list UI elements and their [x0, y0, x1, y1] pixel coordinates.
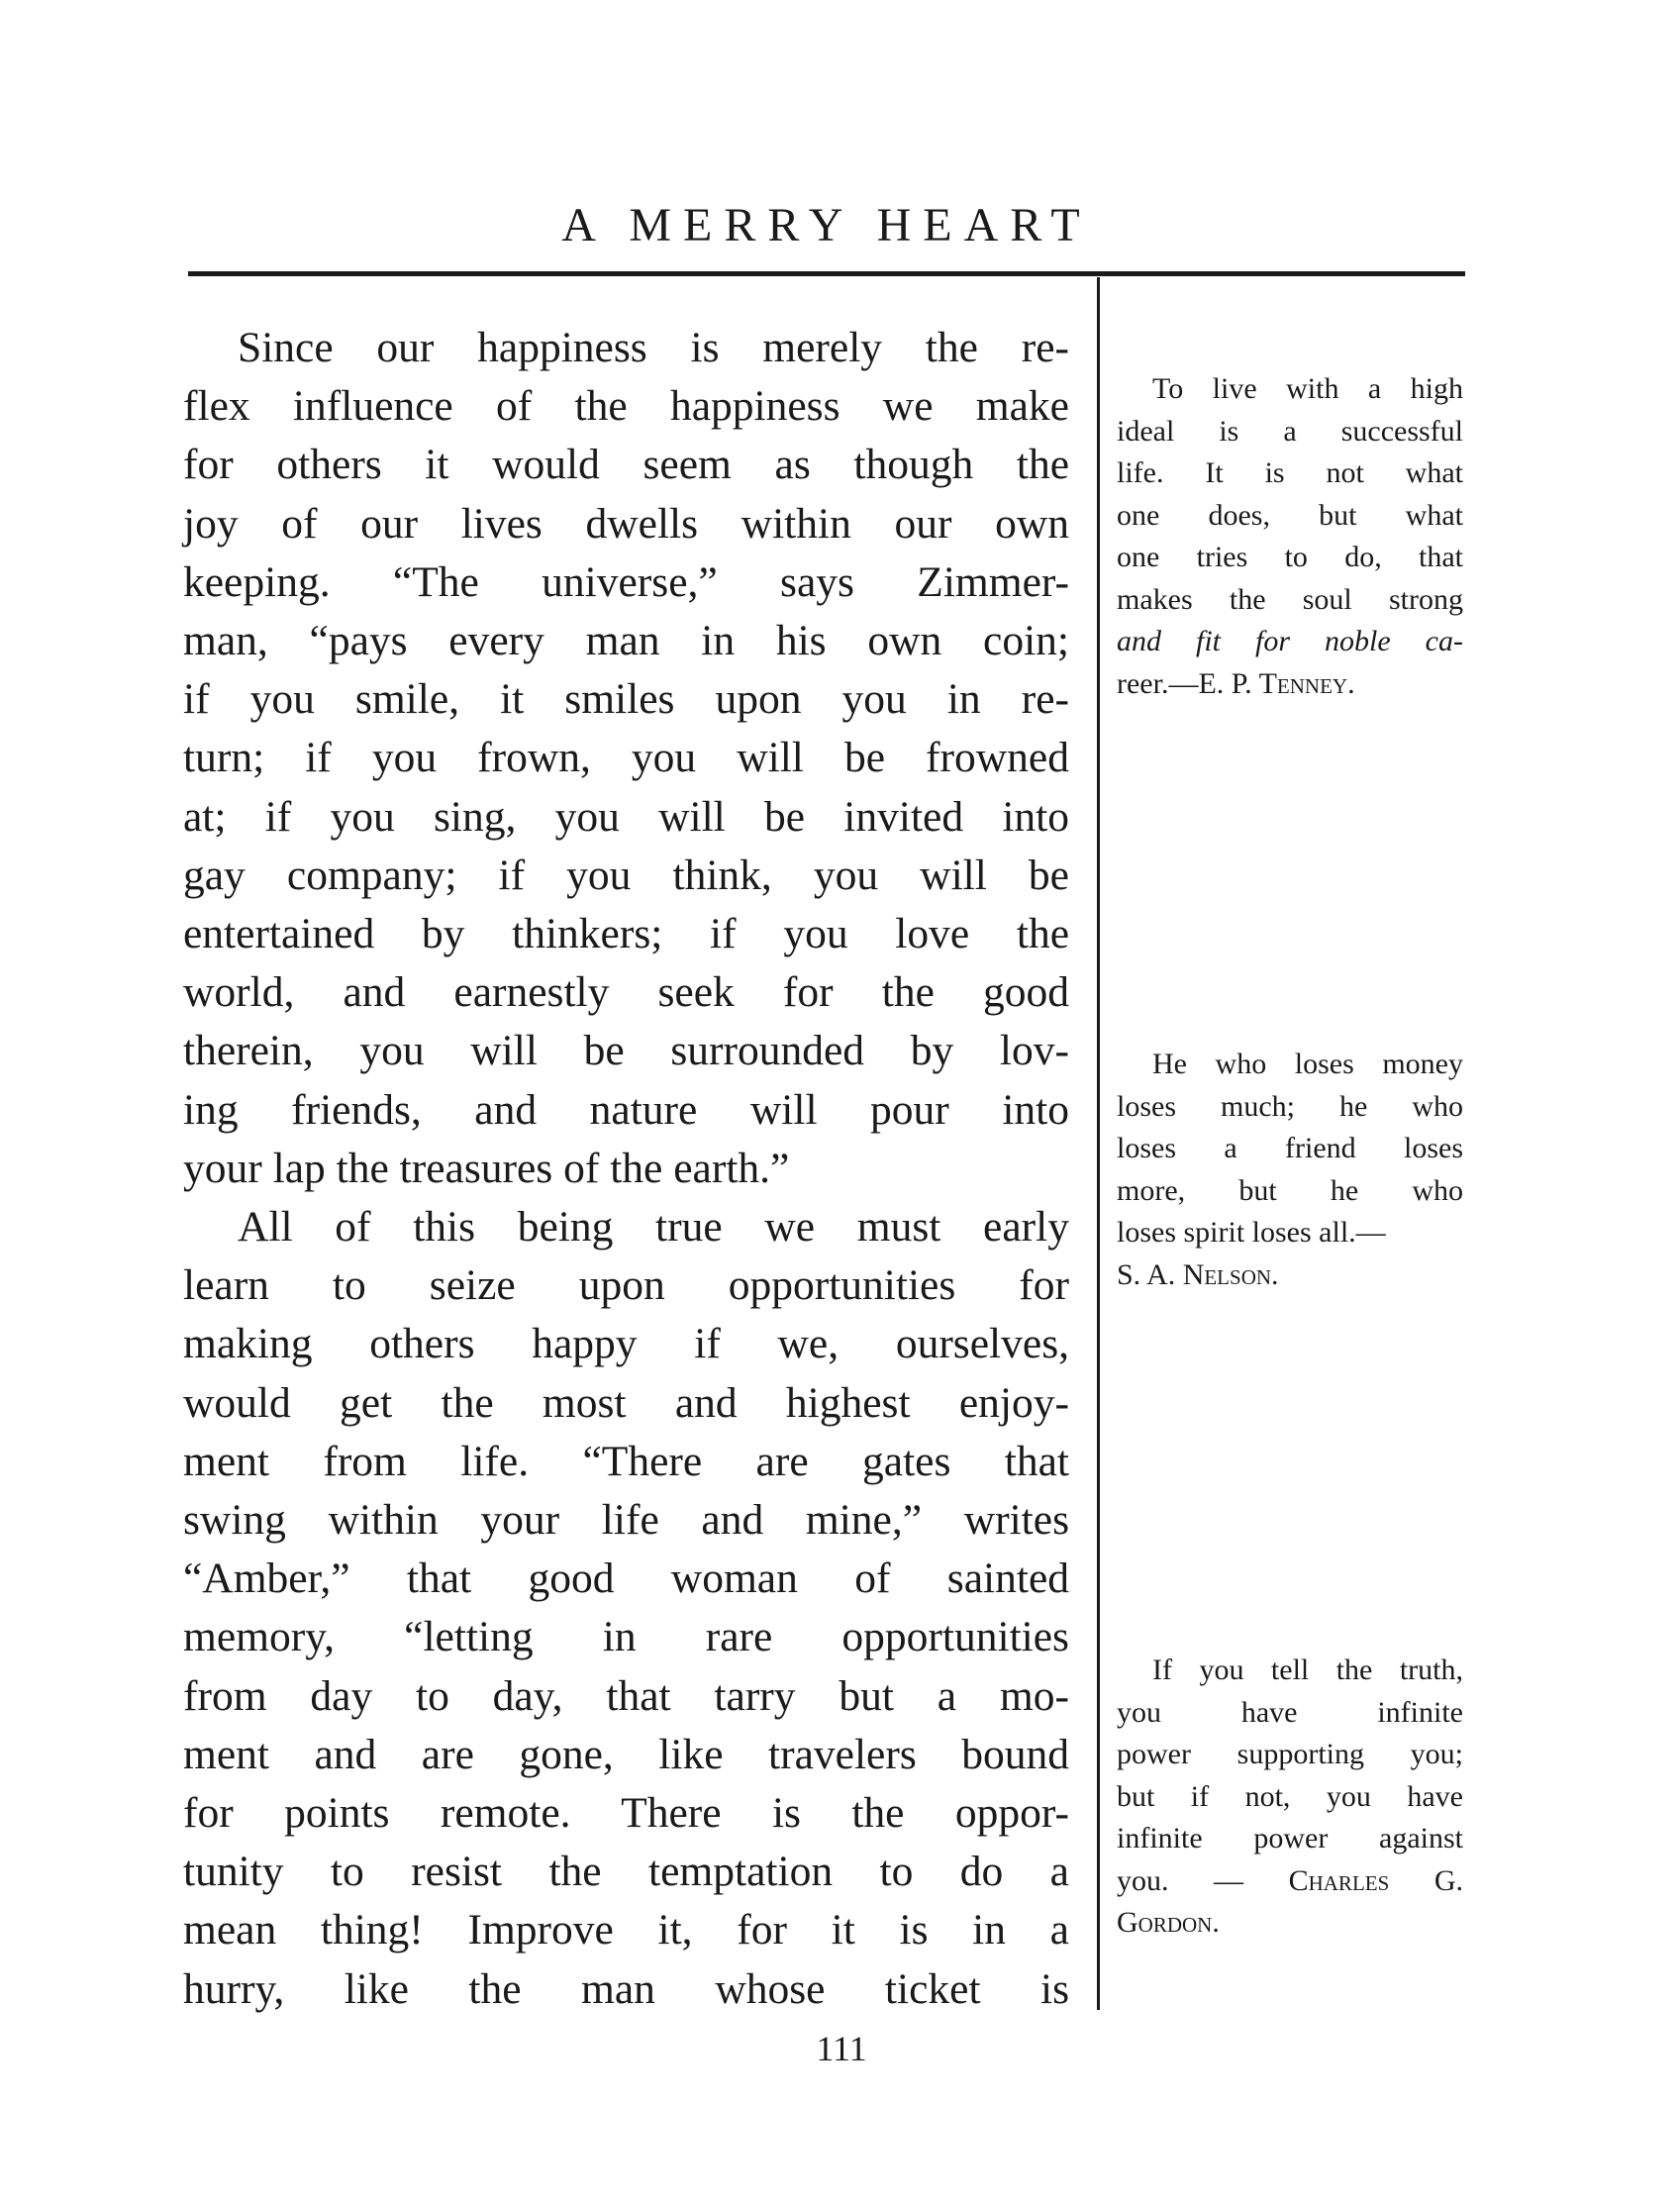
quote-author: Charles G.	[1288, 1863, 1463, 1897]
text-line: mean thing! Improve it, for it is in a	[183, 1906, 1069, 1954]
text-line: swing within your life and mine,” writes	[183, 1496, 1069, 1545]
text-line: entertained by thinkers; if you love the	[183, 910, 1069, 958]
quote-attribution-line	[1117, 1860, 1463, 1903]
text-line: gay company; if you think, you will be	[183, 851, 1069, 899]
sidebar-quote-gordon	[1117, 1650, 1463, 1945]
quote-line: loses a friend loses	[1117, 1132, 1463, 1164]
column-divider	[1097, 277, 1100, 2010]
sidebar-quote-tenney	[1117, 368, 1463, 705]
text-line: therein, you will be surrounded by lov-	[183, 1027, 1069, 1075]
header-rule	[188, 271, 1465, 276]
quote-line: loses spirit loses all.—	[1117, 1216, 1386, 1249]
text-line: man, “pays every man in his own coin;	[183, 617, 1069, 665]
text-line: would get the most and highest enjoy-	[183, 1378, 1069, 1427]
text-line: All of this being true we must early	[238, 1203, 1069, 1252]
text-line: making others happy if we, ourselves,	[183, 1320, 1069, 1368]
quote-line: and fit for noble ca-	[1117, 625, 1463, 657]
quote-line: life. It is not what	[1117, 456, 1463, 489]
quote-line: If you tell the truth,	[1152, 1654, 1463, 1686]
quote-line: you. —	[1117, 1863, 1244, 1897]
text-line: memory, “letting in rare opportunities	[183, 1613, 1069, 1661]
text-line: Since our happiness is merely the re-	[238, 324, 1069, 371]
quote-line: one does, but what	[1117, 498, 1463, 532]
page-number: 111	[816, 2029, 867, 2068]
quote-line: but if not, you have	[1117, 1779, 1463, 1813]
quote-line: reer.—	[1117, 666, 1199, 700]
text-line: keeping. “The universe,” says Zimmer-	[183, 557, 1069, 606]
quote-line: He who loses money	[1152, 1048, 1463, 1080]
text-line: for points remote. There is the oppor-	[183, 1789, 1069, 1838]
quote-line: more, but he who	[1117, 1173, 1463, 1207]
sidebar-quote-nelson	[1117, 1044, 1463, 1296]
quote-line: you have infinite	[1117, 1695, 1463, 1729]
quote-line: one tries to do, that	[1117, 541, 1463, 573]
text-line: turn; if you frown, you will be frowned	[183, 734, 1069, 782]
text-line: world, and earnestly seek for the good	[183, 968, 1069, 1017]
quote-author: S. A. Nelson.	[1117, 1257, 1279, 1291]
text-line: ment from life. “There are gates that	[183, 1437, 1069, 1485]
text-line: your lap the treasures of the earth.”	[183, 1144, 790, 1192]
quote-line: infinite power against	[1117, 1822, 1463, 1854]
quote-author-continued: Gordon.	[1117, 1906, 1220, 1939]
text-line: at; if you sing, you will be invited into	[183, 792, 1069, 841]
text-line: from day to day, that tarry but a mo-	[183, 1671, 1069, 1720]
quote-line: To live with a high	[1152, 372, 1463, 405]
quote-attribution-line	[1117, 663, 1463, 706]
text-line: hurry, like the man whose ticket is	[183, 1964, 1069, 2013]
quote-line: loses much; he who	[1117, 1089, 1463, 1123]
text-line: flex influence of the happiness we make	[183, 382, 1069, 431]
main-text-column	[183, 319, 1069, 2019]
running-head: A MERRY HEART	[561, 199, 1092, 251]
quote-line: makes the soul strong	[1117, 582, 1463, 616]
quote-line: ideal is a successful	[1117, 414, 1463, 448]
text-line: tunity to resist the temptation to do a	[183, 1848, 1069, 1896]
quote-author: E. P. Tenney.	[1198, 666, 1355, 700]
text-line: ment and are gone, like travelers bound	[183, 1730, 1069, 1778]
text-line: learn to seize upon opportunities for	[183, 1261, 1069, 1310]
quote-line: power supporting you;	[1117, 1738, 1463, 1770]
text-line: ing friends, and nature will pour into	[183, 1085, 1069, 1134]
text-line: “Amber,” that good woman of sainted	[183, 1554, 1069, 1603]
text-line: joy of our lives dwells within our own	[183, 499, 1069, 548]
text-line: if you smile, it smiles upon you in re-	[183, 675, 1069, 724]
text-line: for others it would seem as though the	[183, 441, 1069, 489]
